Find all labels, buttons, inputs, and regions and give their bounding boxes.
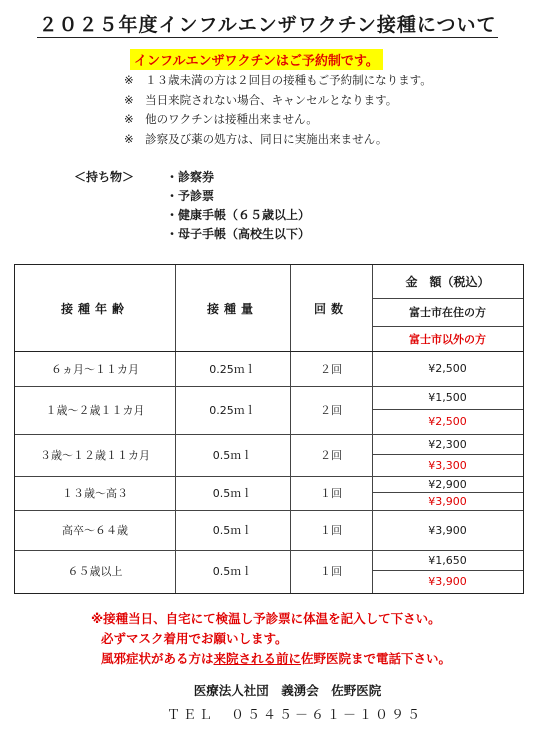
belongings-label: ＜持ち物＞ xyxy=(74,170,135,184)
row-price-resident: ¥1,500 xyxy=(428,391,467,404)
belongings-item: ・予診票 xyxy=(166,189,215,203)
price-table xyxy=(14,264,524,594)
row-count: ２回 xyxy=(320,362,342,376)
row-price-resident: ¥2,500 xyxy=(428,362,467,375)
belongings-item: ・健康手帳（６５歳以上） xyxy=(166,208,311,222)
row-price-nonresident: ¥3,900 xyxy=(428,574,467,588)
header-age: 接種年齢 xyxy=(60,301,129,316)
header-price-nonresident: 富士市以外の方 xyxy=(409,332,486,346)
footer-note-3b: 来院される前に xyxy=(213,651,302,666)
footer-note-2: 必ずマスク着用でお願いします。 xyxy=(101,631,288,646)
row-age: １歳～２歳１１カ月 xyxy=(45,404,145,417)
footer-note-3a: 風邪症状がある方は xyxy=(101,651,214,666)
reservation-notice: インフルエンザワクチンはご予約制です。 xyxy=(130,49,383,70)
row-dose: 0.5ｍｌ xyxy=(212,487,253,500)
row-age: ６ヵ月～１１カ月 xyxy=(51,362,139,376)
row-price-nonresident: ¥3,900 xyxy=(428,494,467,508)
row-price-nonresident: ¥2,500 xyxy=(428,415,467,428)
header-price-resident: 富士市在住の方 xyxy=(409,306,486,319)
header-price: 金 額（税込） xyxy=(405,275,490,289)
row-count: １回 xyxy=(320,565,342,578)
row-count: １回 xyxy=(320,524,342,537)
note-item: ※ １３歳未満の方は２回目の接種もご予約制になります。 xyxy=(124,73,432,87)
page-title: ２０２５年度インフルエンザワクチン接種について xyxy=(38,14,497,36)
note-item: ※ 当日来院されない場合、キャンセルとなります。 xyxy=(124,92,398,107)
row-price-resident: ¥3,900 xyxy=(428,523,467,537)
row-dose: 0.25ｍｌ xyxy=(209,362,256,376)
row-dose: 0.5ｍｌ xyxy=(212,565,253,578)
header-count: 回数 xyxy=(313,301,348,316)
row-age: ３歳～１２歳１１カ月 xyxy=(40,449,150,462)
row-price-resident: ¥2,900 xyxy=(428,477,467,491)
note-item: ※ 診察及び薬の処方は、同日に実施出来ません。 xyxy=(124,131,388,146)
row-count: １回 xyxy=(320,487,342,500)
row-count: ２回 xyxy=(320,404,342,417)
footer-note-1: ※接種当日、自宅にて検温し予診票に体温を記入して下さい。 xyxy=(91,611,441,626)
belongings-list xyxy=(166,168,310,244)
row-price-nonresident: ¥3,300 xyxy=(428,458,467,472)
belongings-item: ・診察券 xyxy=(166,170,215,184)
row-price-resident: ¥1,650 xyxy=(428,553,467,567)
notes-list xyxy=(124,71,432,149)
row-age: 高卒～６４歳 xyxy=(62,524,128,537)
row-age: １３歳～高３ xyxy=(62,487,128,500)
clinic-name: 医療法人社団 義湧会 佐野医院 xyxy=(193,683,382,698)
clinic-phone: ＴＥＬ ０５４５－６１－１０９５ xyxy=(167,708,424,723)
belongings-item: ・母子手帳（高校生以下） xyxy=(166,227,311,241)
note-item: ※ 他のワクチンは接種出来ません。 xyxy=(124,112,318,126)
row-dose: 0.5ｍｌ xyxy=(212,524,253,537)
footer-note-3c: 佐野医院まで電話下さい。 xyxy=(301,651,452,666)
row-price-resident: ¥2,300 xyxy=(428,437,467,451)
header-dose: 接種量 xyxy=(206,301,258,316)
row-age: ６５歳以上 xyxy=(67,565,123,578)
row-dose: 0.25ｍｌ xyxy=(209,404,256,417)
footer-note-3 xyxy=(101,649,451,669)
row-dose: 0.5ｍｌ xyxy=(212,449,253,462)
row-count: ２回 xyxy=(320,449,342,462)
